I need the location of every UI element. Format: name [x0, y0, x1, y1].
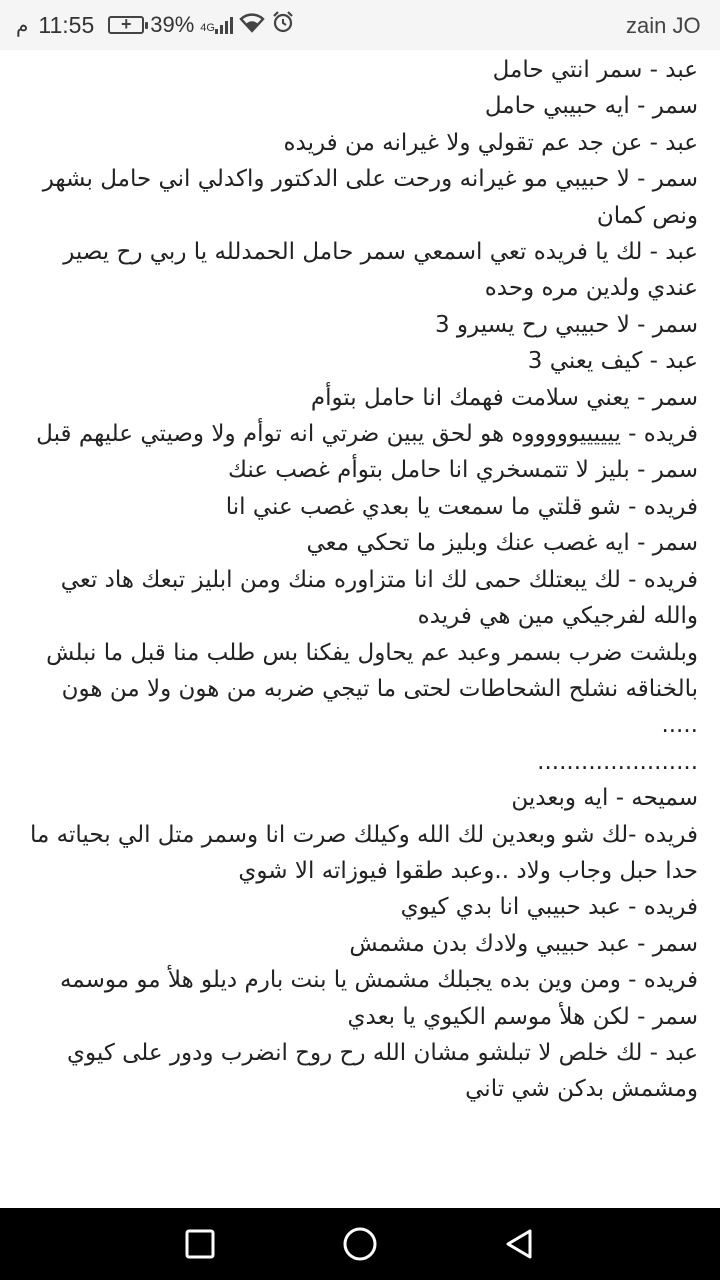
story-line: عبد - كيف يعني 3	[527, 348, 698, 375]
battery-charging-icon: +	[108, 16, 144, 34]
story-line: سمر - عبد حبيبي ولادك بدن مشمش	[349, 930, 698, 957]
back-button[interactable]	[502, 1226, 538, 1262]
story-line: عبد - عن جد عم تقولي ولا غيرانه من فريده	[283, 129, 698, 156]
story-line: عبد - سمر انتي حامل	[492, 57, 698, 83]
alarm-icon	[271, 10, 295, 40]
story-line: فريده - لك يبعتلك حمى لك انا متزاوره منك ومن ابليز تبعك هاد تعي والله لفرجيكي مين هي فريده	[60, 566, 698, 630]
wifi-icon	[239, 11, 265, 39]
story-line: فريده - عبد حبيبي انا بدي كيوي	[400, 894, 698, 921]
network-type: 4G	[200, 22, 215, 34]
story-line: سمر - لا حبيبي مو غيرانه ورحت على الدكتور واكدلي اني حامل بشهر ونص كمان	[42, 166, 698, 229]
story-line: سمر - ايه حبيبي حامل	[484, 93, 698, 120]
story-line: عبد - لك خلص لا تبلشو مشان الله رح روح انضرب ودور على كيوي ومشمش بدكن شي تاني	[67, 1039, 698, 1103]
circle-icon	[342, 1226, 378, 1262]
story-line: سمر - لكن هلأ موسم الكيوي يا بعدي	[347, 1003, 698, 1030]
story-line: عبد - لك يا فريده تعي اسمعي سمر حامل الحمدلله يا ربي رح يصير عندي ولدين مره وحده	[63, 239, 698, 302]
home-button[interactable]	[342, 1226, 378, 1262]
navigation-bar	[0, 1208, 720, 1280]
clock: 11:55	[38, 11, 95, 38]
status-bar	[0, 0, 720, 50]
story-text	[22, 50, 698, 1210]
recent-apps-button[interactable]	[182, 1226, 218, 1262]
story-line: فريده -لك شو وبعدين لك الله وكيلك صرت انا وسمر متل الي بحياته ما حدا حبل وجاب ولاد ..وعبد طقوا فيوزاته الا شوي	[30, 821, 698, 884]
story-separator: ......................	[537, 748, 698, 775]
back-triangle-icon	[504, 1228, 536, 1260]
square-icon	[184, 1228, 216, 1260]
am-pm-indicator: م	[16, 14, 29, 37]
story-line: فريده - ييييييوووووه هو لحق يبين ضرتي انه توأم ولا وصيتي عليهم قبل	[36, 421, 698, 448]
battery-percent: 39%	[150, 12, 195, 37]
story-line: فريده - ومن وين بده يجبلك مشمش يا بنت بارم ديلو هلأ مو موسمه	[59, 967, 698, 994]
story-line: سمر - لا حبيبي رح يسيرو 3	[434, 311, 698, 338]
story-line: سمر - يعني سلامت فهمك انا حامل بتوأم	[310, 384, 698, 411]
carrier-name: zain JO	[626, 13, 701, 38]
story-line: سمر - ايه غصب عنك وبليز ما تحكي معي	[306, 530, 698, 557]
story-line: وبلشت ضرب بسمر وعبد عم يحاول يفكنا بس طلب منا قبل ما نبلش بالخناقه نشلح الشحاطات لحتى ما تيجي ضربه من هون ولا من هون .....	[46, 639, 698, 739]
story-line: سمر - بليز لا تتمسخري انا حامل بتوأم غصب عنك	[227, 457, 698, 484]
story-line: فريده - شو قلتي ما سمعت يا بعدي غصب عني انا	[225, 493, 698, 520]
story-line: سميحه - ايه وبعدين	[511, 785, 698, 812]
status-indicators	[16, 10, 295, 40]
signal-icon	[200, 16, 233, 34]
